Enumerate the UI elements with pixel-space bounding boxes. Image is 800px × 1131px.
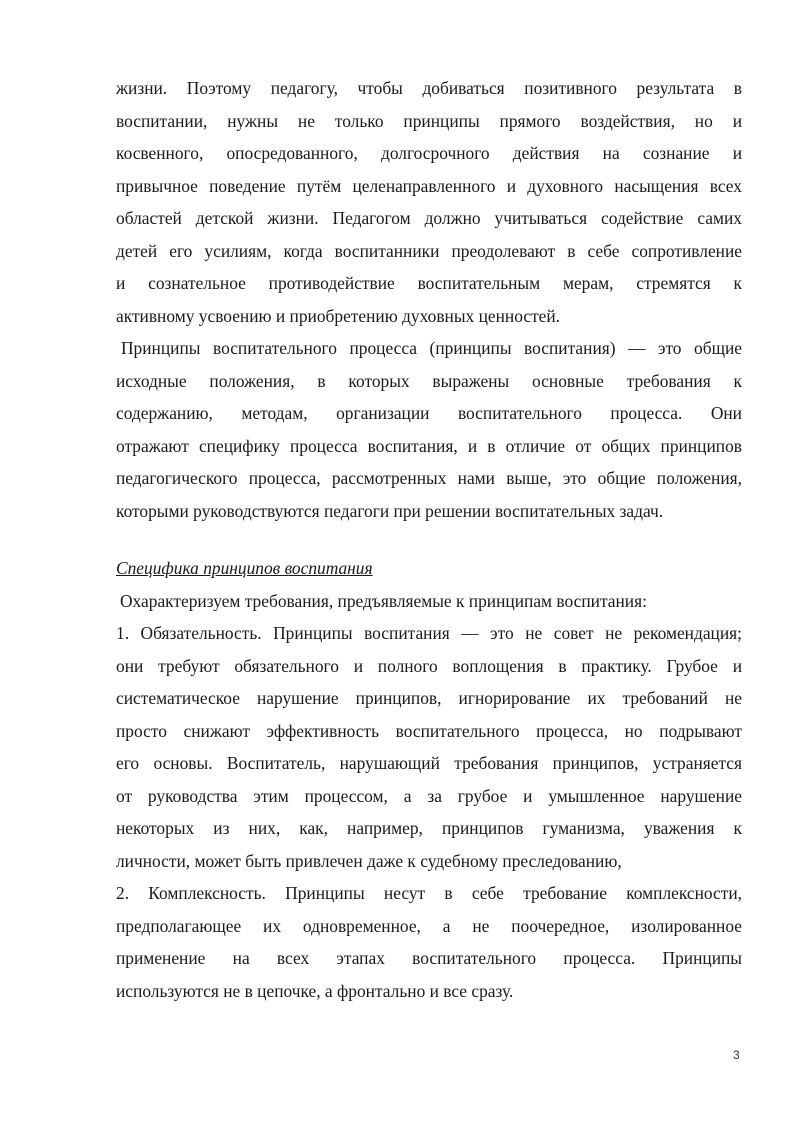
text-line: 2. Комплексность. Принципы несут в себе требование комплексности, [116, 883, 742, 903]
text-line: его основы. Воспитатель, нарушающий требования принципов, устраняется [116, 753, 742, 773]
paragraph [116, 332, 742, 527]
spacer [116, 527, 742, 552]
page-number: 3 [733, 1048, 740, 1062]
text-line: содержанию, методам, организации воспитательного процесса. Они [116, 403, 742, 423]
text-line: применение на всех этапах воспитательного процесса. Принципы [116, 948, 742, 968]
text-line: и сознательное противодействие воспитательным мерам, стремятся к [116, 273, 742, 293]
document-body [116, 72, 742, 1007]
text-line: исходные положения, в которых выражены основные требования к [116, 370, 742, 391]
text-line: от руководства этим процессом, а за грубое и умышленное нарушение [116, 785, 742, 806]
text-line: используются не в цепочке, а фронтально и все сразу. [116, 980, 514, 1001]
paragraph [116, 72, 742, 332]
text-line: воспитании, нужны не только принципы прямого воздействия, но и [116, 110, 742, 131]
text-line: косвенного, опосредованного, долгосрочного действия на сознание и [116, 143, 742, 163]
text-line: некоторых из них, как, например, принципов гуманизма, уважения к [116, 818, 742, 838]
text-line: систематическое нарушение принципов, игнорирование их требований не [116, 688, 742, 708]
list-item [116, 877, 742, 1007]
section-heading: Специфика принципов воспитания [116, 558, 373, 578]
text-line: областей детской жизни. Педагогом должно учитываться содействие самих [116, 208, 742, 228]
text-line: личности, может быть привлечен даже к судебному преследованию, [116, 850, 622, 871]
text-line: 1. Обязательность. Принципы воспитания — это не совет не рекомендация; [116, 623, 742, 643]
text-line: Принципы воспитательного процесса (принципы воспитания) — это общие [121, 338, 742, 358]
text-line: отражают специфику процесса воспитания, и в отличие от общих принципов [116, 435, 742, 456]
text-line: они требуют обязательного и полного воплощения в практику. Грубое и [116, 655, 742, 676]
text-line: предполагающее их одновременное, а не поочередное, изолированное [116, 915, 742, 936]
text-line: привычное поведение путём целенаправленного и духовного насыщения всех [116, 175, 742, 196]
list-item [116, 617, 742, 877]
text-line: педагогического процесса, рассмотренных нами выше, это общие положения, [116, 468, 742, 488]
text-line: просто снижают эффективность воспитательного процесса, но подрывают [116, 720, 742, 741]
text-line: детей его усилиям, когда воспитанники преодолевают в себе сопротивление [116, 240, 742, 261]
intro-line: Охарактеризуем требования, предъявляемые к принципам воспитания: [120, 590, 647, 611]
text-line: которыми руководствуются педагоги при решении воспитательных задач. [116, 500, 664, 521]
text-line: активному усвоению и приобретению духовных ценностей. [116, 305, 561, 326]
text-line: жизни. Поэтому педагогу, чтобы добиваться позитивного результата в [116, 78, 742, 98]
